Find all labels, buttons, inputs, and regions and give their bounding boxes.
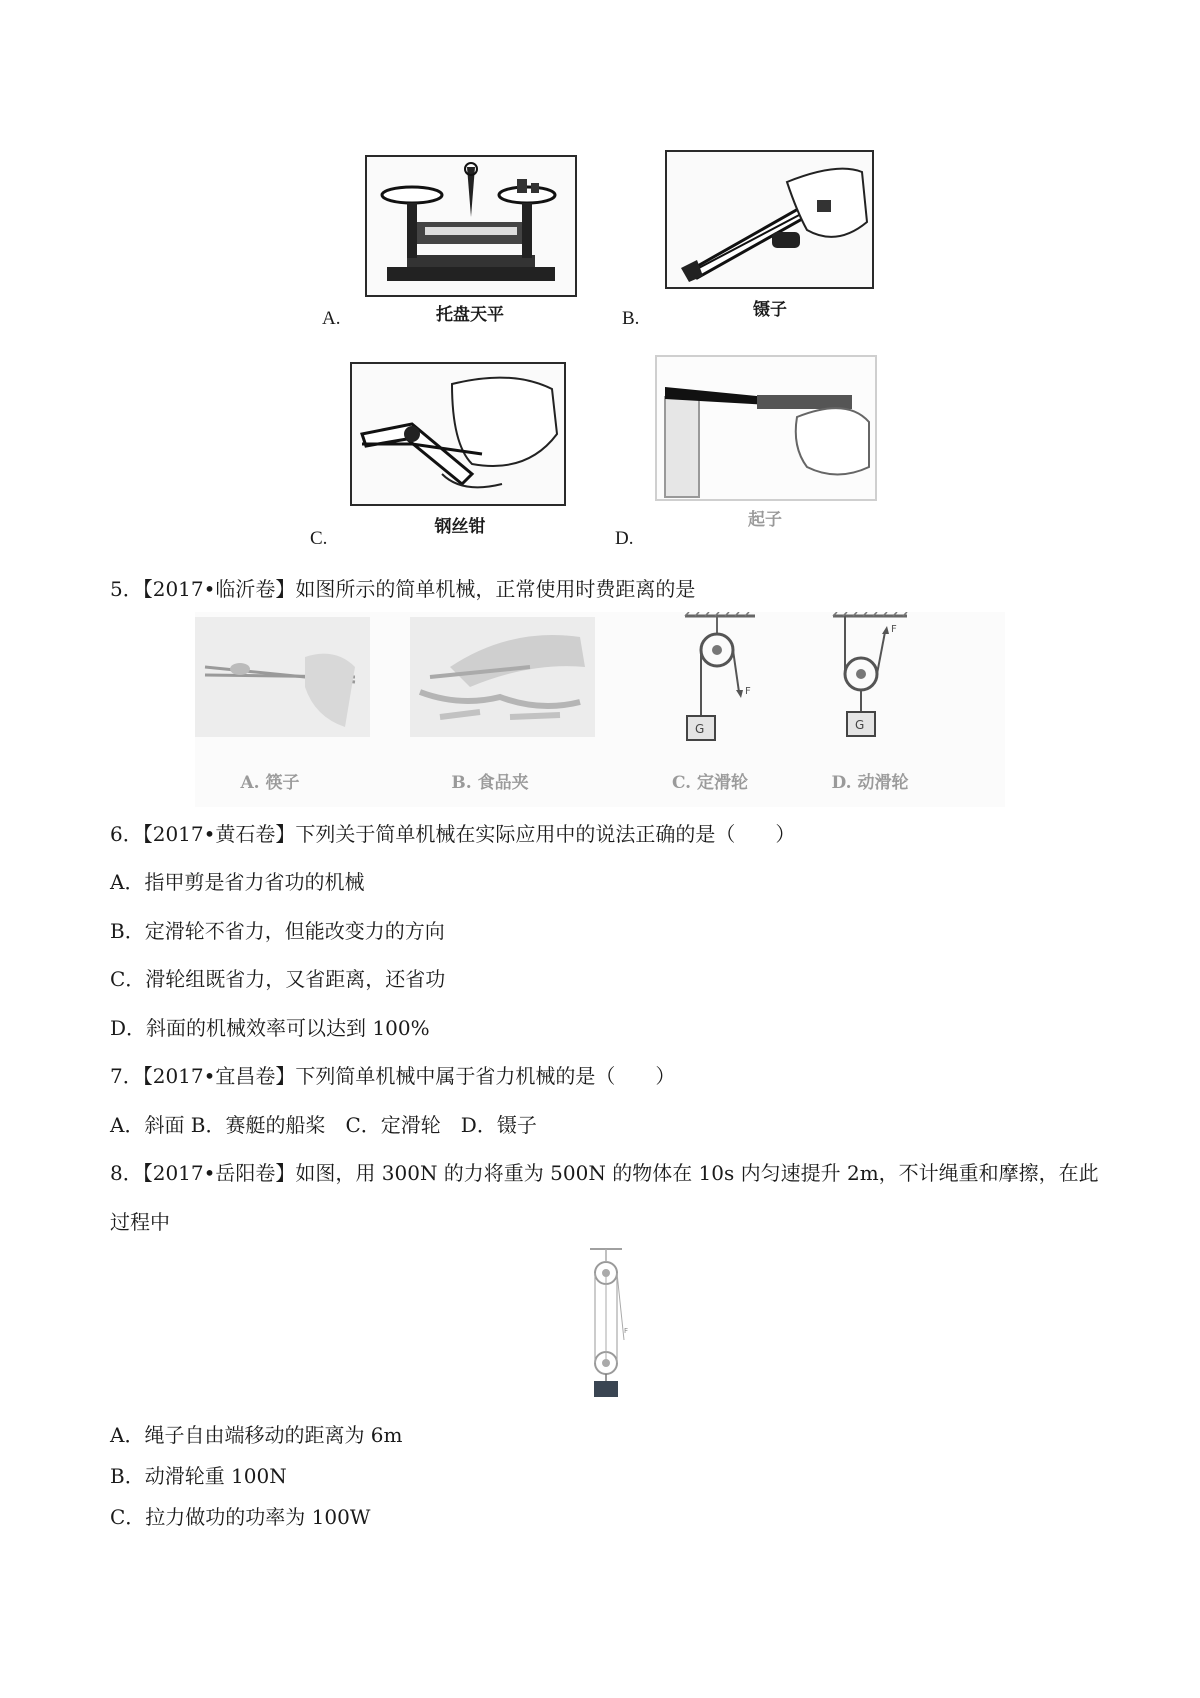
figure-chopsticks: [195, 617, 370, 737]
q8-stem-line1: 8．【2017•岳阳卷】如图，用 300N 的力将重为 500N 的物体在 10s 内匀速提升 2m，不计绳重和摩擦，在此: [110, 1161, 1099, 1185]
figure-wire-pliers: [350, 362, 566, 506]
wire-pliers-drawing: [352, 364, 564, 504]
figure-fixed-pulley: [675, 612, 765, 742]
q8-option-c: C．拉力做功的功率为 100W: [110, 1505, 371, 1529]
q4-label-d: D.: [615, 528, 634, 549]
q8-option-b: B．动滑轮重 100N: [110, 1464, 287, 1488]
caption-movable-pulley: D. 动滑轮: [831, 773, 909, 793]
movable-pulley-weight-label: G: [855, 718, 865, 732]
q6-option-c: C．滑轮组既省力，又省距离，还省功: [110, 967, 446, 991]
figure-tweezers: [665, 150, 874, 289]
caption-wire-pliers: 钢丝钳: [434, 517, 486, 537]
tweezers-drawing: [667, 152, 872, 287]
q6-option-a: A．指甲剪是省力省功的机械: [110, 870, 365, 894]
q4-label-a: A.: [322, 308, 341, 329]
caption-fixed-pulley: C. 定滑轮: [671, 773, 749, 793]
q6-option-d: D．斜面的机械效率可以达到 100%: [110, 1016, 430, 1040]
fixed-pulley-weight-label: G: [695, 722, 705, 736]
movable-pulley-force-label: F: [891, 624, 897, 635]
q5-stem: 5．【2017•临沂卷】如图所示的简单机械，正常使用时费距离的是: [110, 577, 696, 601]
caption-bottle-opener: 起子: [748, 510, 782, 530]
q8-option-a: A．绳子自由端移动的距离为 6m: [110, 1423, 403, 1447]
caption-tweezers: 镊子: [753, 300, 787, 320]
q7-stem: 7．【2017•宜昌卷】下列简单机械中属于省力机械的是（ ）: [110, 1064, 676, 1088]
caption-tray-balance: 托盘天平: [436, 305, 504, 325]
figure-food-tongs: [410, 617, 595, 737]
caption-food-tongs: B. 食品夹: [451, 773, 529, 793]
q4-label-c: C.: [310, 528, 328, 549]
figure-tray-balance: [365, 155, 577, 297]
bottle-opener-drawing: [657, 357, 875, 499]
tray-balance-drawing: [367, 157, 575, 295]
q4-label-b: B.: [622, 308, 640, 329]
fixed-pulley-force-label: F: [745, 686, 751, 697]
figure-movable-pulley: [825, 612, 915, 742]
q7-options: A．斜面 B．赛艇的船桨 C．定滑轮 D．镊子: [110, 1113, 537, 1137]
caption-chopsticks: A. 筷子: [240, 773, 300, 793]
q8-pulley-system-figure: [580, 1245, 640, 1400]
q8-force-label: F: [624, 1327, 629, 1335]
q6-option-b: B．定滑轮不省力，但能改变力的方向: [110, 919, 445, 943]
q6-stem: 6．【2017•黄石卷】下列关于简单机械在实际应用中的说法正确的是（ ）: [110, 822, 796, 846]
figure-bottle-opener: [655, 355, 877, 501]
q5-figure-strip: [195, 612, 1005, 807]
q8-stem-line2: 过程中: [110, 1210, 170, 1234]
